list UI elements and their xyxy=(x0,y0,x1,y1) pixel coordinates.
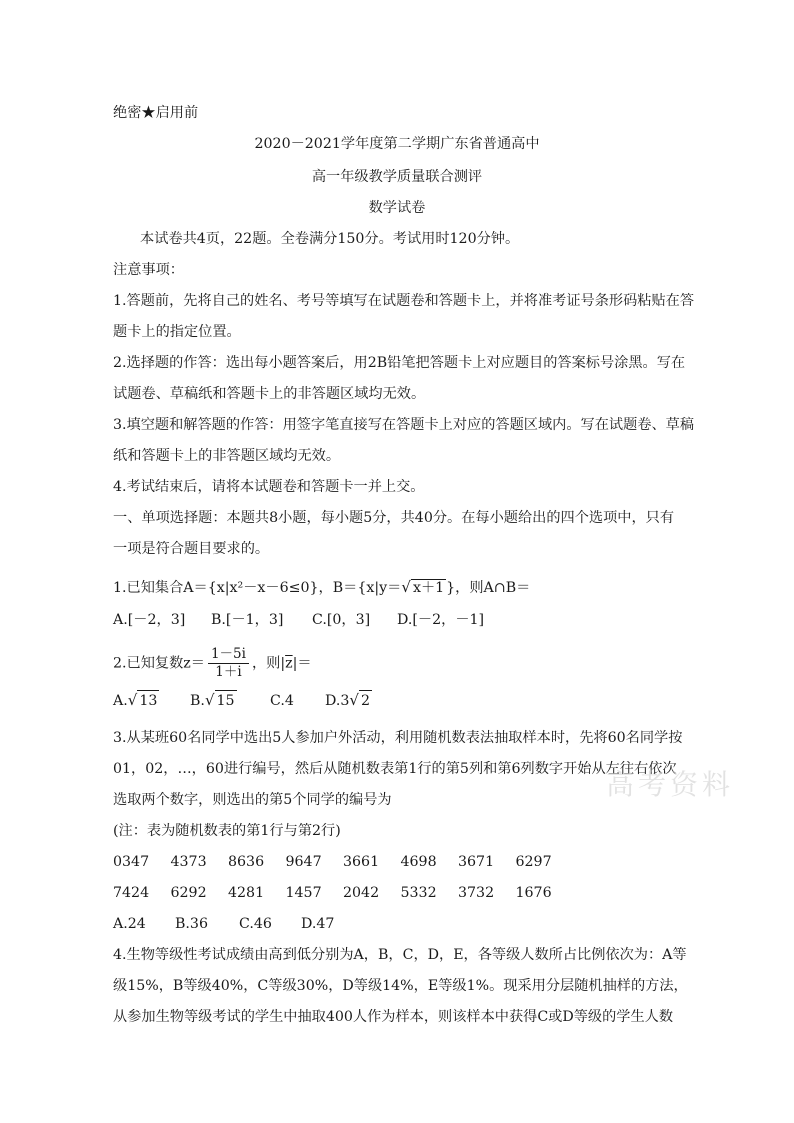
question-2-post: |＝ xyxy=(292,655,312,672)
question-3-note: (注：表为随机数表的第1行与第2行) xyxy=(113,823,341,839)
question-4-line2: 级15%，B等级40%，C等级30%，D等级14%，E等级1%。现采用分层随机抽样的方法， xyxy=(113,978,688,994)
z-conjugate: $\overline{z}$ xyxy=(285,655,293,672)
option-d-radicand: 2 xyxy=(359,690,372,711)
question-1-radicand: x＋1 xyxy=(412,580,445,596)
question-2-mid: ，则| xyxy=(251,655,286,672)
question-2-pre: 2.已知复数z＝ xyxy=(113,655,205,672)
random-number: 1457 xyxy=(285,885,322,901)
sqrt-sign: √ 13 xyxy=(127,691,158,709)
random-number: 4373 xyxy=(170,854,207,870)
question-2-option-a xyxy=(113,690,190,711)
random-number: 1676 xyxy=(515,885,552,901)
random-table-row-1 xyxy=(113,852,573,872)
question-2-stem xyxy=(113,646,312,681)
question-4-line3: 从参加生物等级考试的学生中抽取400人作为样本，则该样本中获得C或D等级的学生人数 xyxy=(113,1009,674,1025)
random-number: 0347 xyxy=(113,854,150,870)
option-b-label: B. xyxy=(190,693,205,709)
question-1-pre: 1.已知集合A＝{x|x²－x－6≤0}，B＝{x|y＝ xyxy=(113,580,402,596)
question-3-option-a: A.24 xyxy=(113,916,146,932)
option-a-label: A. xyxy=(113,693,128,709)
section-1-heading-line1: 一、单项选择题：本题共8小题，每小题5分，共40分。在每小题给出的四个选项中，只有 xyxy=(113,510,675,526)
random-number: 4698 xyxy=(400,854,437,870)
question-1-stem xyxy=(113,577,530,598)
exam-title-line2: 高一年级教学质量联合测评 xyxy=(311,169,483,185)
fraction-denominator: 1＋i xyxy=(215,664,242,680)
question-2-option-b xyxy=(190,690,270,711)
fraction-numerator: 1－5i xyxy=(208,646,249,664)
sqrt-sign: √ 2 xyxy=(349,691,370,709)
random-number: 8636 xyxy=(228,854,265,870)
question-3-option-c: C.46 xyxy=(239,916,272,932)
random-number: 3661 xyxy=(343,854,380,870)
random-number: 6297 xyxy=(515,854,552,870)
note-2-line1: 2.选择题的作答：选出每小题答案后，用2B铅笔把答题卡上对应题目的答案标号涂黑。写在 xyxy=(113,355,686,371)
secret-label: 绝密★启用前 xyxy=(113,105,199,121)
option-d-label: D.3 xyxy=(325,693,350,709)
watermark: 高考资料 xyxy=(606,768,735,801)
option-b-radicand: 15 xyxy=(215,690,237,711)
question-1-post: }，则A∩B＝ xyxy=(446,580,531,596)
sqrt-sign: √ 15 xyxy=(204,691,235,709)
sqrt-sign: √ x＋1 xyxy=(401,578,445,596)
note-2-line2: 试题卷、草稿纸和答题卡上的非答题区域均无效。 xyxy=(113,386,426,402)
note-3-line2: 纸和答题卡上的非答题区域均无效。 xyxy=(113,448,341,464)
random-number: 4281 xyxy=(228,885,265,901)
question-1-option-d: D.[－2，－1] xyxy=(397,612,485,628)
question-4-line1: 4.生物等级性考试成绩由高到低分别为A，B，C，D，E，各等级人数所占比例依次为：A等 xyxy=(113,947,687,963)
note-1-line1: 1.答题前，先将自己的姓名、考号等填写在试题卷和答题卡上，并将准考证号条形码粘贴在答 xyxy=(113,293,695,309)
option-a-radicand: 13 xyxy=(137,690,159,711)
exam-title-line1: 2020－2021学年度第二学期广东省普通高中 xyxy=(254,136,540,152)
question-3-line1: 3.从某班60名同学中选出5人参加户外活动，利用随机数表法抽取样本时，先将60名同学按 xyxy=(113,730,683,746)
question-1-option-b: B.[－1，3] xyxy=(211,612,284,628)
question-2-options xyxy=(113,690,372,711)
question-3-options xyxy=(113,914,334,934)
exam-title-line3: 数学试卷 xyxy=(368,200,426,216)
question-1-option-a: A.[－2，3] xyxy=(113,612,186,628)
question-3-option-d: D.47 xyxy=(301,916,335,932)
random-number: 5332 xyxy=(400,885,437,901)
exam-intro: 本试卷共4页，22题。全卷满分150分。考试用时120分钟。 xyxy=(140,231,520,247)
random-number: 7424 xyxy=(113,885,150,901)
random-number: 3732 xyxy=(458,885,495,901)
random-number: 9647 xyxy=(285,854,322,870)
question-3-option-b: B.36 xyxy=(175,916,208,932)
question-2-option-d xyxy=(325,690,372,711)
random-table-row-2 xyxy=(113,883,573,903)
question-2-fraction xyxy=(208,646,249,681)
random-number: 6292 xyxy=(170,885,207,901)
note-3-line1: 3.填空题和解答题的作答：用签字笔直接写在答题卡上对应的答题区域内。写在试题卷、草稿 xyxy=(113,417,695,433)
notes-heading: 注意事项： xyxy=(113,262,184,278)
question-3-line3: 选取两个数字，则选出的第5个同学的编号为 xyxy=(113,792,392,808)
question-3-line2: 01，02，…，60进行编号，然后从随机数表第1行的第5列和第6列数字开始从左往右依次 xyxy=(113,761,677,777)
note-1-line2: 题卡上的指定位置。 xyxy=(113,324,241,340)
question-1-option-c: C.[0，3] xyxy=(312,612,371,628)
question-2-option-c: C.4 xyxy=(270,693,294,709)
random-number: 2042 xyxy=(343,885,380,901)
section-1-heading-line2: 一项是符合题目要求的。 xyxy=(113,541,270,557)
random-number: 3671 xyxy=(458,854,495,870)
note-4: 4.考试结束后，请将本试题卷和答题卡一并上交。 xyxy=(113,479,425,495)
question-1-options xyxy=(113,610,484,630)
